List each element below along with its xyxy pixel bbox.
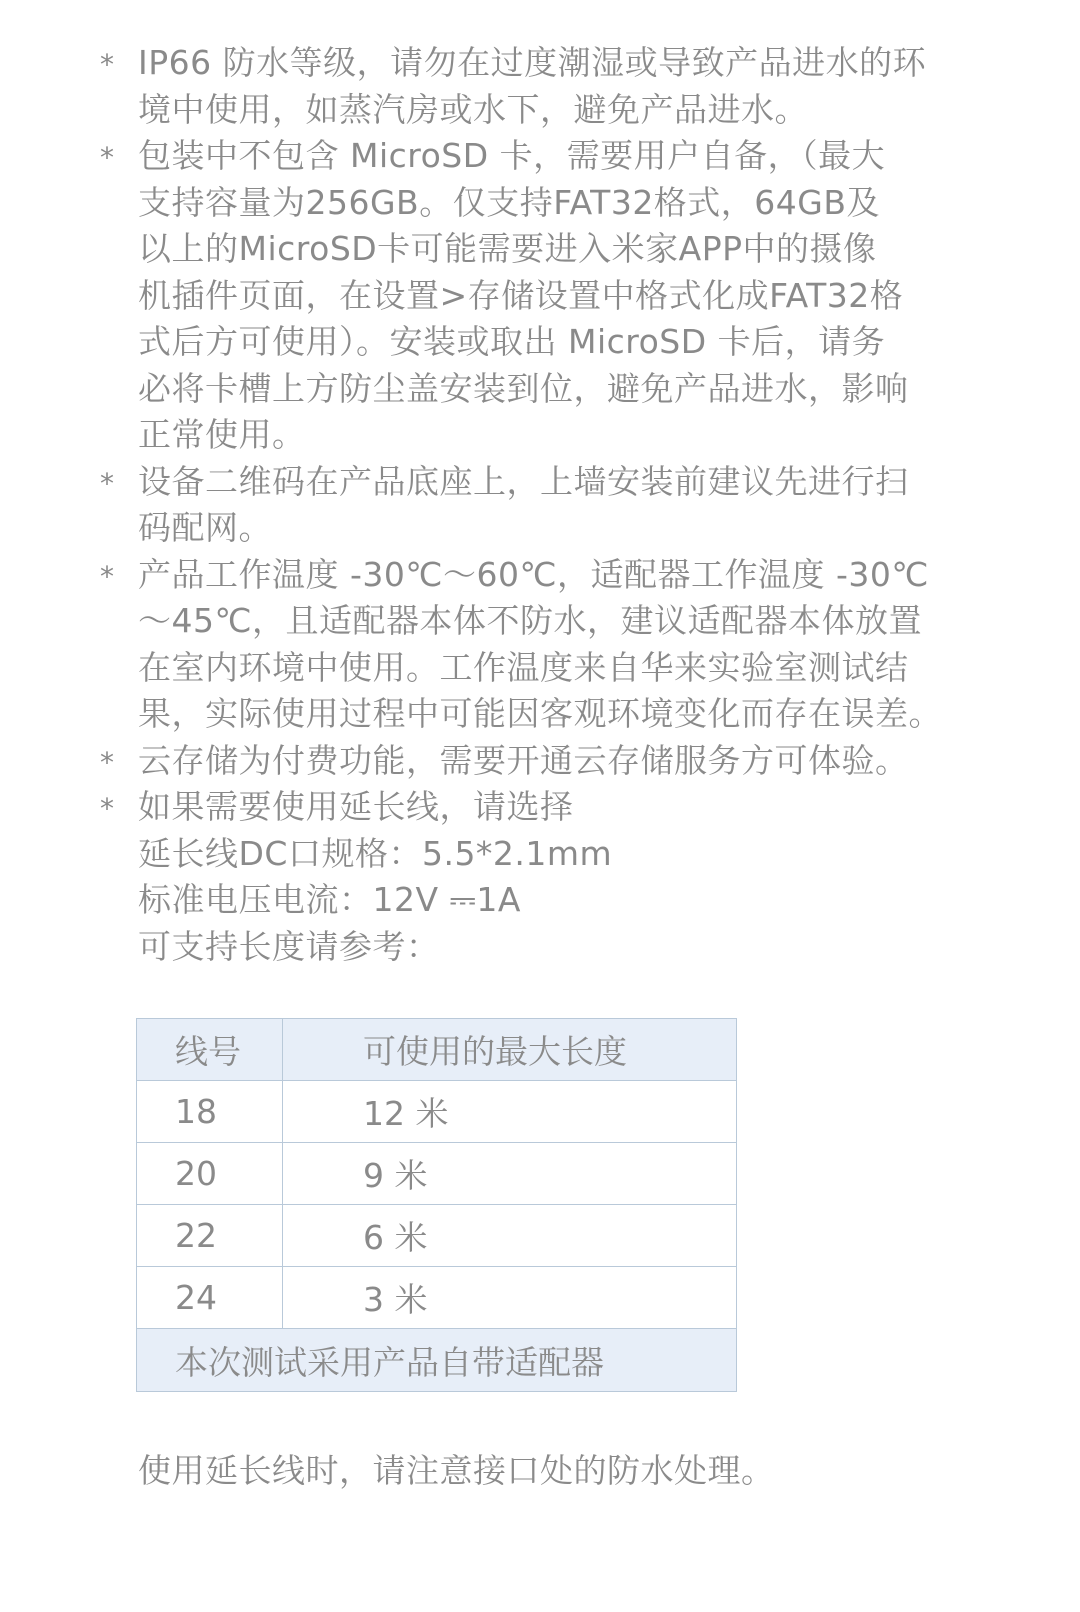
note-line: 境中使用，如蒸汽房或水下，避免产品进水。 [138,89,808,129]
cell-max-length: 9 米 [283,1143,737,1205]
note-line: 必将卡槽上方防尘盖安装到位，避免产品进水，影响 [138,368,909,408]
notes-list [96,40,986,970]
table-row [137,1143,737,1205]
note-line: 标准电压电流：12V ⎓1A [138,880,521,919]
note-temperature [96,552,986,738]
waterproofing-reminder: 使用延长线时，请注意接口处的防水处理。 [138,1451,775,1490]
note-line: 以上的MicroSD卡可能需要进入米家APP中的摄像 [138,229,877,268]
cell-gauge: 20 [137,1143,283,1205]
cell-gauge: 22 [137,1205,283,1267]
note-line: 在室内环境中使用。工作温度来自华来实验室测试结 [138,647,909,687]
bullet-asterisk-icon: * [100,141,115,174]
note-line: 果，实际使用过程中可能因客观环境变化而存在误差。 [138,694,942,733]
table-row [137,1205,737,1267]
cell-gauge: 24 [137,1267,283,1329]
note-line: IP66 防水等级，请勿在过度潮湿或导致产品进水的环 [138,43,927,82]
note-line: 可支持长度请参考： [138,926,440,966]
table-footer-note: 本次测试采用产品自带适配器 [137,1329,737,1392]
bullet-asterisk-icon: * [100,559,115,593]
cell-max-length: 6 米 [283,1205,737,1267]
bullet-asterisk-icon: * [100,792,115,825]
bullet-asterisk-icon: * [100,466,115,500]
note-line: 如果需要使用延长线，请选择 [138,787,574,826]
note-extension-cable [96,784,986,970]
note-qr-code [96,459,986,552]
note-line: 正常使用。 [138,415,306,454]
table-header-row [137,1019,737,1081]
note-line: 设备二维码在产品底座上，上墙安装前建议先进行扫 [138,461,909,501]
table-row [137,1267,737,1329]
note-line: 码配网。 [138,508,272,547]
note-waterproof [96,40,986,133]
table-row [137,1081,737,1143]
column-header-gauge: 线号 [137,1019,283,1081]
cell-max-length: 12 米 [283,1081,737,1143]
note-line: 云存储为付费功能，需要开通云存储服务方可体验。 [138,740,909,780]
note-microsd [96,133,986,459]
note-line: 延长线DC口规格：5.5*2.1mm [138,833,613,873]
note-line: 式后方可使用）。安装或取出 MicroSD 卡后，请务 [138,322,886,361]
note-line: 包装中不包含 MicroSD 卡，需要用户自备，（最大 [138,136,886,175]
note-cloud-storage [96,738,986,785]
note-line: 产品工作温度 -30℃～60℃，适配器工作温度 -30℃ [138,554,929,594]
note-line: ～45℃，且适配器本体不防水，建议适配器本体放置 [138,601,923,640]
note-line: 机插件页面，在设置>存储设置中格式化成FAT32格 [138,275,904,315]
column-header-max-length: 可使用的最大长度 [283,1019,737,1081]
cell-gauge: 18 [137,1081,283,1143]
table-footer-row [137,1329,737,1392]
note-line: 支持容量为256GB。仅支持FAT32格式，64GB及 [138,182,881,222]
cable-length-table [136,1018,737,1392]
cell-max-length: 3 米 [283,1267,737,1329]
bullet-asterisk-icon: * [100,48,115,81]
bullet-asterisk-icon: * [100,745,115,779]
